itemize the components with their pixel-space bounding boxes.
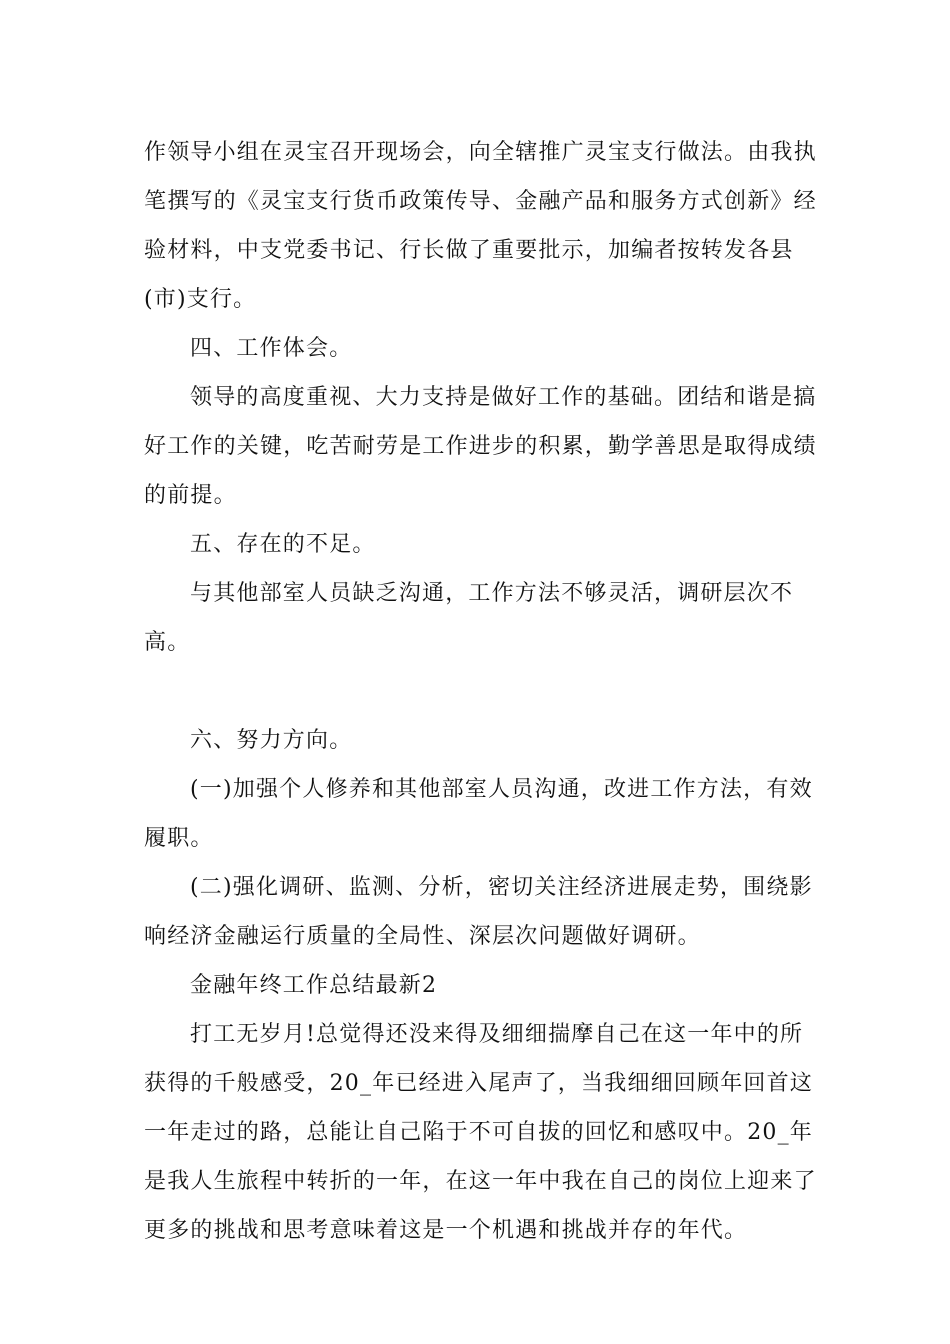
blank-line — [144, 667, 824, 716]
document-subtitle: 金融年终工作总结最新2 — [190, 973, 438, 998]
section-heading-6: 六、努力方向。 — [190, 728, 353, 753]
document-body — [144, 128, 824, 1255]
paragraph-continuation: 作领导小组在灵宝召开现场会，向全辖推广灵宝支行做法。由我执笔撰写的《灵宝支行货币政策传导、金融产品和服务方式创新》经验材料，中支党委书记、行长做了重要批示，加编者按转发各县(市)支行。 — [144, 140, 817, 312]
paragraph-item-2: (二)强化调研、监测、分析，密切关注经济进展走势，围绕影响经济金融运行质量的全局性、深层次问题做好调研。 — [144, 875, 813, 949]
paragraph-shortcomings: 与其他部室人员缺乏沟通，工作方法不够灵活，调研层次不高。 — [144, 581, 794, 655]
section-heading-5: 五、存在的不足。 — [190, 532, 376, 557]
paragraph-intro-2: 打工无岁月!总觉得还没来得及细细揣摩自己在这一年中的所获得的千般感受，20_年已经进入尾声了，当我细细回顾年回首这一年走过的路，总能让自己陷于不可自拔的回忆和感叹中。20_年是我人生旅程中转折的一年，在这一年中我在自己的岗位上迎来了更多的挑战和思考意味着这是一个机遇和挑战并存的年代。 — [144, 1022, 817, 1243]
paragraph-item-1: (一)加强个人修养和其他部室人员沟通，改进工作方法，有效履职。 — [144, 777, 813, 851]
section-heading-4: 四、工作体会。 — [190, 336, 353, 361]
paragraph-experience: 领导的高度重视、大力支持是做好工作的基础。团结和谐是搞好工作的关键，吃苦耐劳是工作进步的积累，勤学善思是取得成绩的前提。 — [144, 385, 817, 508]
